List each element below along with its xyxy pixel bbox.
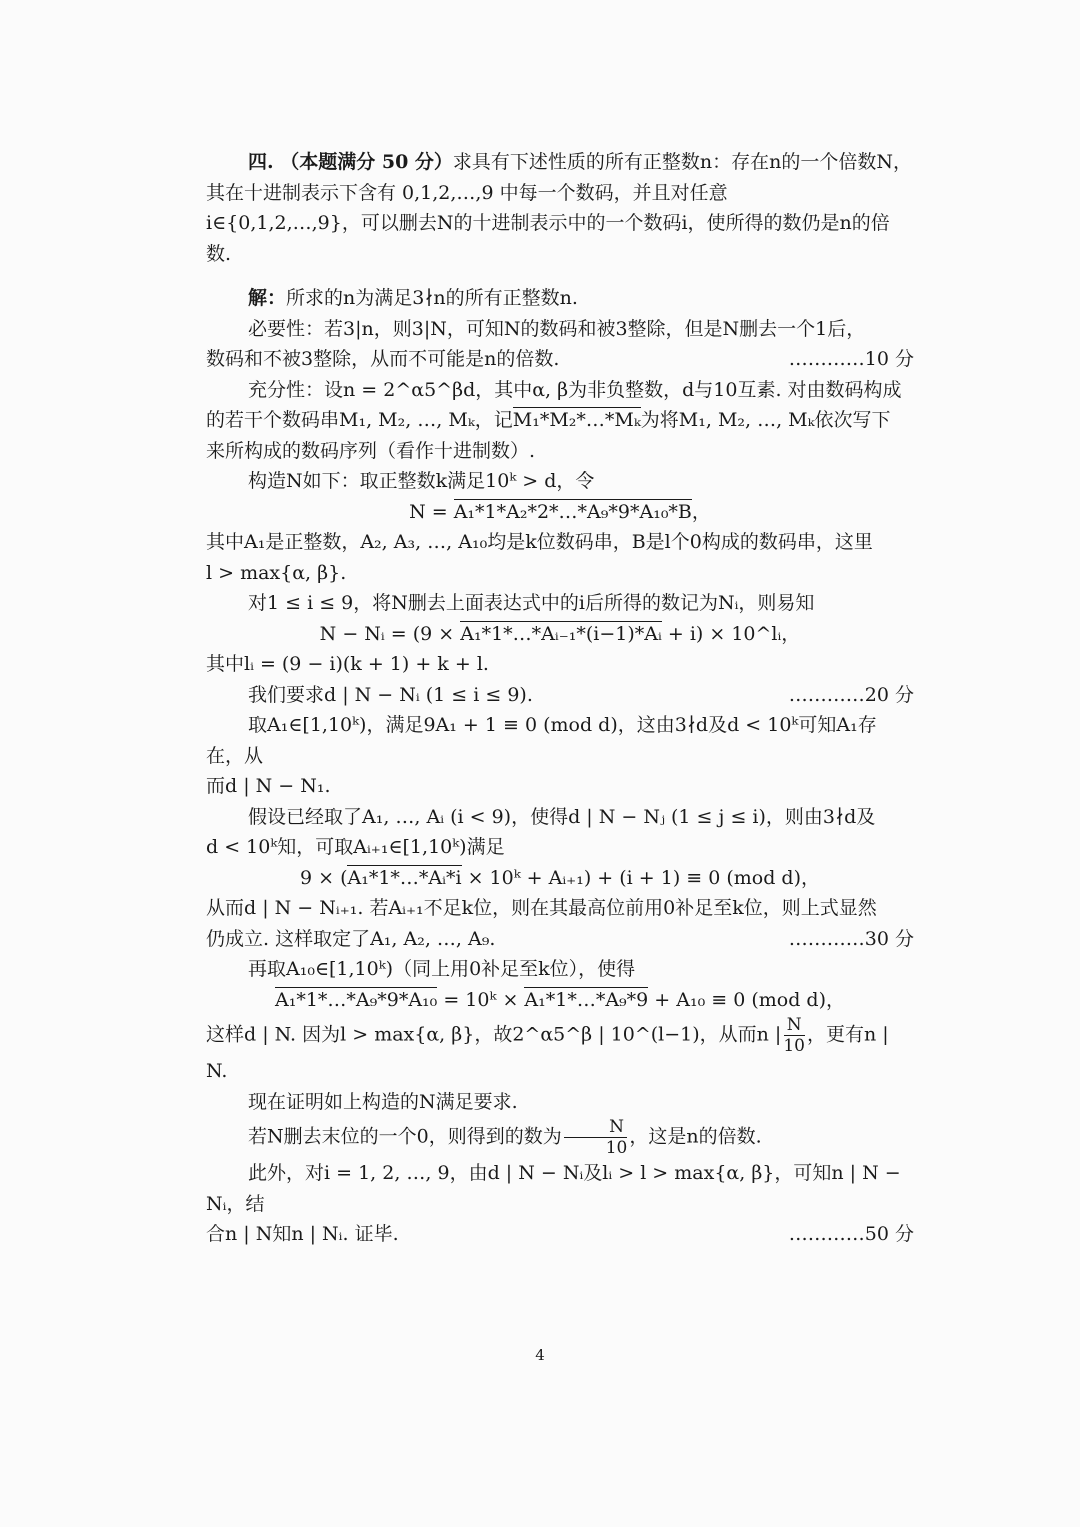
a10-line-2: 这样d | N. 因为l > max{α, β}，故2^α5^β | 10^(l−1)，从而n | $\frac{N}{10}$ ，更有n | N. (206, 1015, 889, 1082)
necessity-line-1: 必要性：若3|n，则3|N，可知N的数码和被3整除，但是N删去一个1后， (248, 317, 866, 340)
induction-line-3: 从而d | N − Nᵢ₊₁. 若Aᵢ₊₁不足k位，则在其最高位前用0补足至k位，则上式显然 (206, 897, 877, 919)
solution-lead: 解： (248, 287, 287, 309)
problem-statement-2: i∈{0,1,2,…,9}，可以删去N的十进制表示中的一个数码i，使所得的数仍是n的倍数. (206, 212, 890, 265)
page-number: 4 (535, 1346, 545, 1364)
take-line-2: 而d | N − N₁. (206, 775, 331, 797)
construction-line-3: l > max{α, β}. (206, 561, 347, 584)
equation-3: 9 × (A₁*1*…*Aᵢ*i × 10ᵏ + Aᵢ₊₁) + (i + 1) ≡ 0 (mod d)， (299, 866, 820, 889)
score-10: …………10 分 (788, 348, 914, 370)
score-20: …………20 分 (788, 683, 914, 706)
document-body (206, 147, 914, 1250)
final-line-2: 合n | N知n | Nᵢ. 证毕. …………50 分 (206, 1219, 914, 1250)
requirement-line: 我们要求d | N − Nᵢ (1 ≤ i ≤ 9). …………20 分 (206, 680, 914, 711)
sufficiency-line-2: 的若干个数码串M₁, M₂, …, Mₖ，记M₁*M₂*…*Mₖ为将M₁, M₂, …, Mₖ依次写下 (206, 409, 891, 431)
problem-header: 四. （本题满分 50 分） (248, 151, 453, 173)
step-line-2: 其中lᵢ = (9 − i)(k + 1) + k + l. (206, 653, 489, 675)
a10-line-1: 再取A₁₀∈[1,10ᵏ)（同上用0补足至k位），使得 (248, 958, 636, 980)
take-line-1: 取A₁∈[1,10ᵏ)，满足9A₁ + 1 ≡ 0 (mod d)，这由3∤d及d < 10ᵏ可知A₁存在，从 (206, 714, 877, 767)
equation-2: N − Nᵢ = (9 × A₁*1*…*Aᵢ₋₁*(i−1)*Aᵢ + i) × 10^lᵢ， (319, 622, 801, 645)
fraction-n-over-10-2: $\frac{N}{10}$ (564, 1117, 628, 1158)
step-line-1: 对1 ≤ i ≤ 9，将N删去上面表达式中的i后所得的数记为Nᵢ，则易知 (248, 592, 815, 614)
tail-line: 若N删去末位的一个0，则得到的数为 $\frac{N}{10}$ ，这是n的倍数. (248, 1117, 762, 1158)
induction-line-2: d < 10ᵏ知，可取Aᵢ₊₁∈[1,10ᵏ)满足 (206, 836, 505, 858)
equation-4: A₁*1*…*A₉*9*A₁₀ = 10ᵏ × A₁*1*…*A₉*9 + A₁₀ ≡ 0 (mod d)， (274, 988, 845, 1011)
construction-line-1: 构造N如下：取正整数k满足10ᵏ > d，令 (248, 470, 595, 492)
proof-intro: 现在证明如上构造的N满足要求. (248, 1090, 518, 1113)
fraction-n-over-10: $\frac{N}{10}$ (783, 1015, 805, 1056)
solution-answer: 解：所求的n为满足3∤n的所有正整数n. (248, 287, 578, 309)
sufficiency-line-3: 来所构成的数码序列（看作十进制数）. (206, 439, 536, 462)
score-50: …………50 分 (788, 1223, 914, 1245)
equation-1: N = A₁*1*A₂*2*…*A₉*9*A₁₀*B， (409, 500, 711, 523)
final-line-1: 此外，对i = 1, 2, …, 9，由d | N − Nᵢ及lᵢ > l > max{α, β}，可知n | N − Nᵢ，结 (206, 1162, 901, 1215)
necessity-line-2: 数码和不被3整除，从而不可能是n的倍数. …………10 分 (206, 344, 914, 375)
induction-line-1: 假设已经取了A₁, …, Aᵢ (i < 9)，使得d | N − Nⱼ (1 ≤ j ≤ i)，则由3∤d及 (248, 805, 876, 828)
problem-statement (206, 147, 914, 208)
score-30: …………30 分 (788, 927, 914, 950)
construction-line-2: 其中A₁是正整数，A₂, A₃, …, A₁₀均是k位数码串，B是l个0构成的数码串，这里 (206, 531, 873, 553)
sufficiency-line-1: 充分性：设n = 2^α5^βd，其中α, β为非负整数，d与10互素. 对由数码构成 (248, 378, 902, 401)
induction-line-4: 仍成立. 这样取定了A₁, A₂, …, A₉. …………30 分 (206, 924, 914, 955)
problem-text: 求具有下述性质的所有正整数n：存在n的一个倍数N，其在十进制表示下含有 0,1,2,…,9 中每一个数码，并且对任意 (206, 151, 913, 204)
